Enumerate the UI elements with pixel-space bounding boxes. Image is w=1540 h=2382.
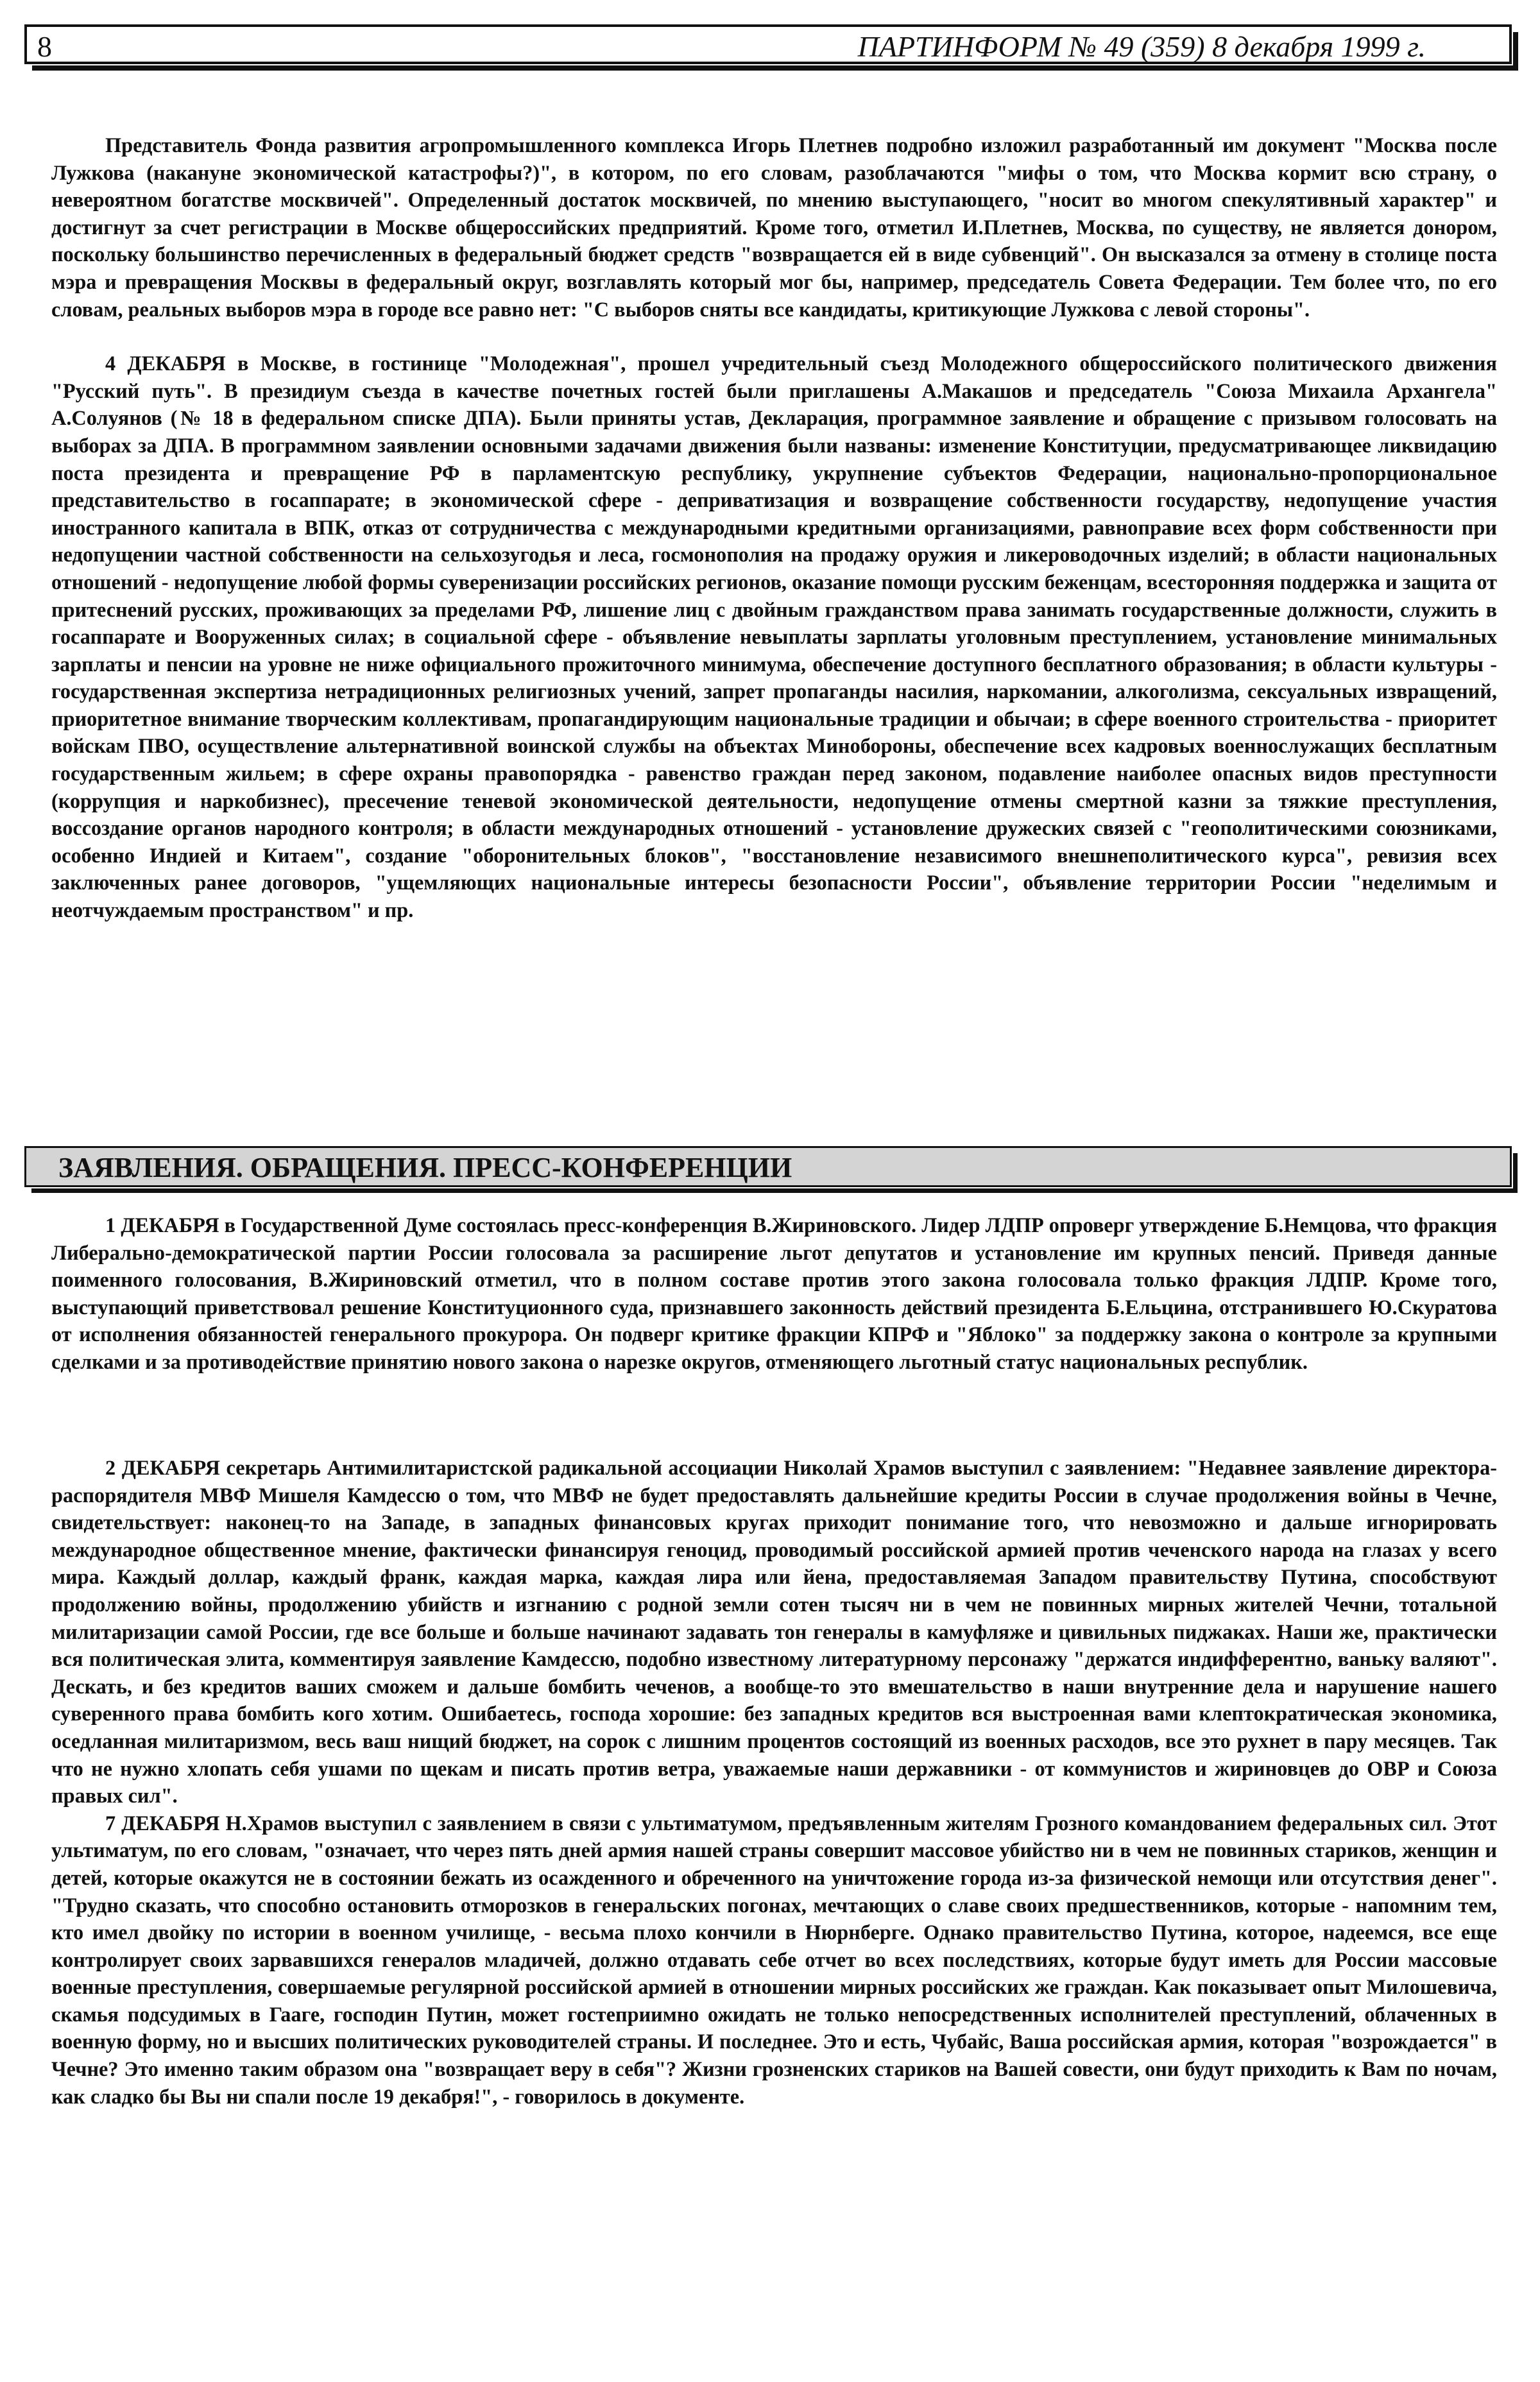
paragraph-pletnev: Представитель Фонда развития агропромышленного комплекса Игорь Плетнев подробно изложил разработанный им документ "Москва после Лужкова (накануне экономической катастрофы?)", в котором, по его словам, разоблачаются "мифы о том, что Москва кормит всю страну, о невероятном богатстве москвичей". Определенный достаток москвичей, по мнению выступающего, "носит во многом спекулятивный характер" и достигнут за счет регистрации в Москве общероссийских предприятий. Кроме того, отметил И.Плетнев, Москва, по существу, не является донором, поскольку большинство перечисленных в федеральный бюджет средств "возвращается ей в виде субвенций". Он высказался за отмену в столице поста мэра и превращения Москвы в федеральный округ, возглавлять который мог бы, например, председатель Совета Федерации. Тем более что, по его словам, реальных выборов мэра в городе все равно нет: "С выборов сняты все кандидаты, критикующие Лужкова с левой стороны". [51,133,1497,321]
paragraph-khramov-dec7: 7 ДЕКАБРЯ Н.Храмов выступил с заявлением в связи с ультиматумом, предъявленным жителям Грозного командованием федеральных сил. Этот ультиматум, по его словам, "означает, что через пять дней армия нашей страны совершит массовое убийство ни в чем не повинных стариков, женщин и детей, которые окажутся не в состоянии бежать из осажденного и обреченного на уничтожение города из-за физической немощи или отсутствия денег". "Трудно сказать, что способно остановить отморозков в генеральских погонах, мечтающих о славе своих предшественников, которые - напомним тем, кто имел двойку по истории в военном училище, - весьма плохо кончили в Нюрнберге. Однако правительство Путина, которое, надеемся, все еще контролирует своих зарвавшихся генералов младичей, должно отдавать себе отчет во всех последствиях, которые будут иметь для России массовые военные преступления, совершаемые регулярной российской армией в отношении мирных российских же граждан. Как показывает опыт Милошевича, скамья подсудимых в Гааге, господин Путин, может гостеприимно ожидать не только непосредственных исполнителей преступлений, облаченных в военную форму, но и высших политических руководителей страны. И последнее. Это и есть, Чубайс, Ваша российская армия, которая "возрождается" в Чечне? Это именно таким образом она "возвращает веру в себя"? Жизни грозненских стариков на Вашей совести, они будут приходить к Вам по ночам, как сладко бы Вы ни спали после 19 декабря!", - говорилось в документе. [51,1811,1497,2108]
page-number: 8 [37,30,52,63]
section-title: ЗАЯВЛЕНИЯ. ОБРАЩЕНИЯ. ПРЕСС-КОНФЕРЕНЦИИ [58,1152,792,1183]
article-block-3 [51,1454,1497,2110]
running-head: ПАРТИНФОРМ № 49 (359) 8 декабря 1999 г. [857,30,1426,63]
article-block-2 [51,1212,1497,1376]
paragraph-russkiy-put: 4 ДЕКАБРЯ в Москве, в гостинице "Молодежная", прошел учредительный съезд Молодежного общероссийского политического движения "Русский путь". В президиум съезда в качестве почетных гостей были приглашены А.Макашов и председатель "Союза Михаила Архангела" А.Солуянов (№ 18 в федеральном списке ДПА). Были приняты устав, Декларация, программное заявление и обращение с призывом голосовать на выборах за ДПА. В программном заявлении основными задачами движения были названы: изменение Конституции, предусматривающее ликвидацию поста президента и превращение РФ в парламентскую республику, укрупнение субъектов Федерации, национально-пропорциональное представительство в госаппарате; в экономической сфере - деприватизация и возвращение собственности государству, недопущение участия иностранного капитала в ВПК, отказ от сотрудничества с международными кредитными организациями, равноправие всех форм собственности при недопущении частной собственности на сельхозугодья и леса, госмонополия на продажу оружия и ликероводочных изделий; в области национальных отношений - недопущение любой формы суверенизации российских регионов, оказание помощи русским беженцам, всесторонняя поддержка и защита от притеснений русских, проживающих за пределами РФ, лишение лиц с двойным гражданством права занимать государственные должности, служить в госаппарате и Вооруженных силах; в социальной сфере - объявление невыплаты зарплаты уголовным преступлением, установление минимальных зарплаты и пенсии на уровне не ниже официального прожиточного минимума, обеспечение доступного бесплатного образования; в области культуры - государственная экспертиза нетрадиционных религиозных учений, запрет пропаганды насилия, наркомании, алкоголизма, сексуальных извращений, приоритетное внимание творческим коллективам, пропагандирующим национальные традиции и обычаи; в сфере военного строительства - приоритет войскам ПВО, осуществление альтернативной воинской службы на объектах Минобороны, обеспечение всех кадровых военнослужащих бесплатным государственным жильем; в сфере охраны правопорядка - равенство граждан перед законом, подавление наиболее опасных видов преступности (коррупция и наркобизнес), пресечение теневой экономической деятельности, недопущение отмены смертной казни за тяжкие преступления, воссоздание органов народного контроля; в области международных отношений - установление дружеских связей с "геополитическими союзниками, особенно Индией и Китаем", создание "оборонительных блоков", "восстановление независимого внешнеполитического курса", ревизия всех заключенных ранее договоров, "ущемляющих национальные интересы безопасности России", объявление территории России "неделимым и неотчуждаемым пространством" и пр. [51,352,1497,922]
article-block-1 [51,132,1497,924]
page-header [24,24,1512,64]
paragraph-khramov-dec2: 2 ДЕКАБРЯ секретарь Антимилитаристской радикальной ассоциации Николай Храмов выступил с заявлением: "Недавнее заявление директора-распорядителя МВФ Мишеля Камдессю о том, что МВФ не будет предоставлять дальнейшие кредиты России в случае продолжения войны в Чечне, свидетельствует: наконец-то на Западе, в западных финансовых кругах приходит понимание того, что невозможно и дальше игнорировать международное общественное мнение, фактически финансируя геноцид, проводимый российской армией против чеченского народа на глазах у всего мира. Каждый доллар, каждый франк, каждая марка, каждая лира или йена, предоставляемая Западом правительству Путина, способствуют продолжению войны, продолжению убийств и изгнанию с родной земли сотен тысяч ни в чем не повинных мирных жителей Чечни, тотальной милитаризации самой России, где все больше и больше начинают задавать тон генералы в камуфляже и цивильных пиджаках. Наши же, практически вся политическая элита, комментируя заявление Камдессю, подобно известному литературному персонажу "держатся индифферентно, ваньку валяют". Дескать, и без кредитов ваших сможем и дальше бомбить чеченов, а вообще-то это вмешательство в наши внутренние дела и нарушение нашего суверенного права бомбить кого хотим. Ошибаетесь, господа хорошие: без западных кредитов вся выстроенная вами клептократическая экономика, оседланная милитаризмом, весь ваш нищий бюджет, на сорок с лишним процентов состоящий из военных расходов, все это рухнет в пару месяцев. Так что не нужно хлопать себя ушами по щекам и писать против ветра, уважаемые наши державники - от коммунистов и жириновцев до ОВР и Союза правых сил". [51,1456,1497,1808]
section-heading [24,1146,1512,1187]
paragraph-zhirinovsky: 1 ДЕКАБРЯ в Государственной Думе состоялась пресс-конференция В.Жириновского. Лидер ЛДПР опроверг утверждение Б.Немцова, что фракция Либерально-демократической партии России голосовала за расширение льгот депутатов и установление им крупных пенсий. Приведя данные поименного голосования, В.Жириновский отметил, что в полном составе против этого закона голосовала только фракция ЛДПР. Кроме того, выступающий приветствовал решение Конституционного суда, признавшего законность действий президента Б.Ельцина, отстранившего Ю.Скуратова от исполнения обязанностей генерального прокурора. Он подверг критике фракции КПРФ и "Яблоко" за поддержку закона о контроле за крупными сделками и за противодействие принятию нового закона о нарезке округов, отменяющего льготный статус национальных республик. [51,1213,1497,1373]
